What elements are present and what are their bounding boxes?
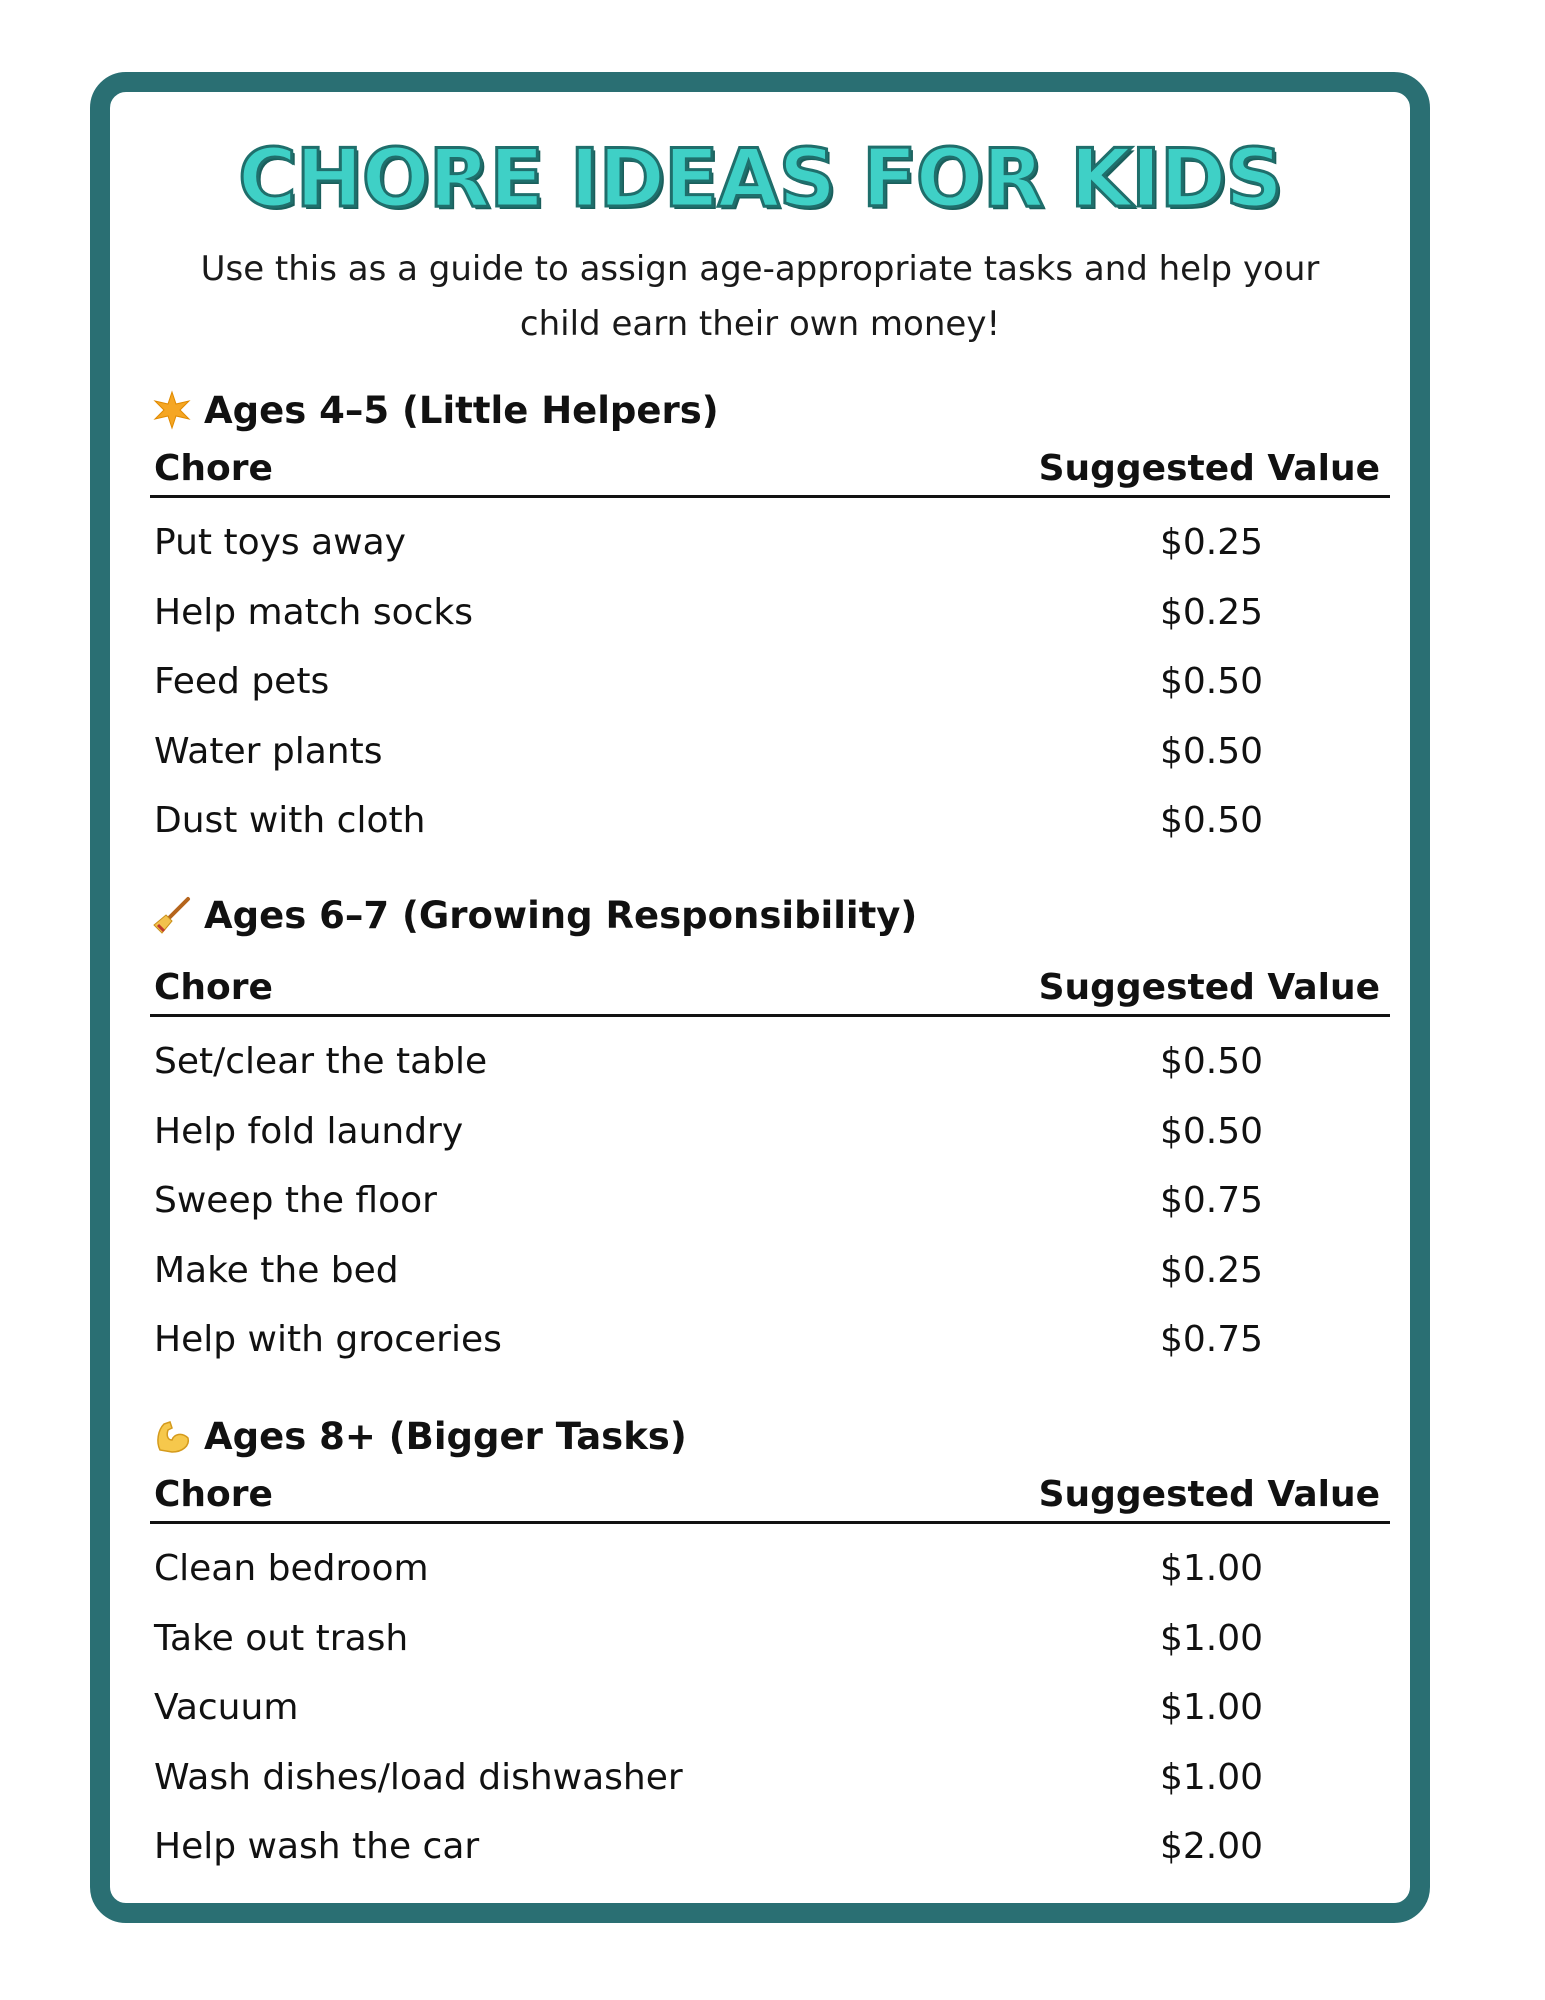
table-row [150, 1812, 1390, 1882]
value-cell: $1.00 [1160, 1548, 1264, 1590]
chore-cell: Feed pets [154, 661, 330, 703]
chore-cell: Help match socks [154, 591, 473, 633]
table-row [150, 1534, 1390, 1604]
chore-column-header: Chore [154, 1474, 273, 1515]
chore-cell: Help wash the car [154, 1826, 480, 1868]
chore-cell: Clean bedroom [154, 1548, 429, 1590]
section-heading [150, 887, 1390, 943]
table-header [150, 438, 1390, 498]
chore-column-header: Chore [154, 448, 273, 489]
value-cell: $1.00 [1160, 1617, 1264, 1659]
table-row [150, 1236, 1390, 1306]
value-cell: $1.00 [1160, 1687, 1264, 1729]
table-row [150, 1027, 1390, 1097]
value-cell: $2.00 [1160, 1826, 1264, 1868]
table-row [150, 1604, 1390, 1674]
table-row [150, 1743, 1390, 1813]
chore-cell: Make the bed [154, 1249, 399, 1291]
table-row [150, 1673, 1390, 1743]
chore-cell: Help fold laundry [154, 1110, 464, 1152]
chore-cell: Sweep the floor [154, 1180, 437, 1222]
table-header [150, 1464, 1390, 1524]
section-heading-text: Ages 8+ (Bigger Tasks) [204, 1414, 687, 1458]
table-row [150, 786, 1390, 856]
section-ages-6-7 [150, 887, 1390, 1375]
chore-cell: Vacuum [154, 1687, 299, 1729]
table-row [150, 508, 1390, 578]
value-cell: $0.25 [1160, 522, 1264, 564]
table-row [150, 1166, 1390, 1236]
chore-cell: Take out trash [154, 1617, 409, 1659]
table-header [150, 957, 1390, 1017]
table-row [150, 578, 1390, 648]
table-row [150, 717, 1390, 787]
section-heading [150, 1408, 1390, 1464]
chore-cell: Put toys away [154, 522, 406, 564]
chore-cell: Wash dishes/load dishwasher [154, 1756, 683, 1798]
section-heading [150, 382, 1390, 438]
value-cell: $1.00 [1160, 1756, 1264, 1798]
value-cell: $0.25 [1160, 1249, 1264, 1291]
value-cell: $0.75 [1160, 1319, 1264, 1361]
chore-cell: Help with groceries [154, 1319, 502, 1361]
value-cell: $0.50 [1160, 730, 1264, 772]
value-column-header: Suggested Value [1038, 967, 1380, 1008]
subtitle: Use this as a guide to assign age-appropriate tasks and help your child earn their own money! [200, 249, 1320, 344]
value-column-header: Suggested Value [1038, 1474, 1380, 1515]
value-cell: $0.50 [1160, 1041, 1264, 1083]
section-ages-8-plus [150, 1408, 1390, 1882]
broom-icon [150, 893, 194, 937]
value-cell: $0.75 [1160, 1180, 1264, 1222]
section-heading-text: Ages 4–5 (Little Helpers) [204, 388, 719, 432]
value-cell: $0.25 [1160, 591, 1264, 633]
value-cell: $0.50 [1160, 661, 1264, 703]
chore-cell: Set/clear the table [154, 1041, 488, 1083]
chore-cell: Dust with cloth [154, 800, 426, 842]
chore-column-header: Chore [154, 967, 273, 1008]
value-column-header: Suggested Value [1038, 448, 1380, 489]
table-row [150, 1097, 1390, 1167]
page-title: CHORE IDEAS FOR KIDS [238, 132, 1282, 225]
chore-cell: Water plants [154, 730, 383, 772]
value-cell: $0.50 [1160, 800, 1264, 842]
table-row [150, 1305, 1390, 1375]
section-ages-4-5 [150, 382, 1390, 856]
chore-card [90, 72, 1430, 1923]
table-row [150, 647, 1390, 717]
value-cell: $0.50 [1160, 1110, 1264, 1152]
star-icon [150, 388, 194, 432]
section-heading-text: Ages 6–7 (Growing Responsibility) [204, 893, 918, 937]
flexed-biceps-icon [150, 1414, 194, 1458]
